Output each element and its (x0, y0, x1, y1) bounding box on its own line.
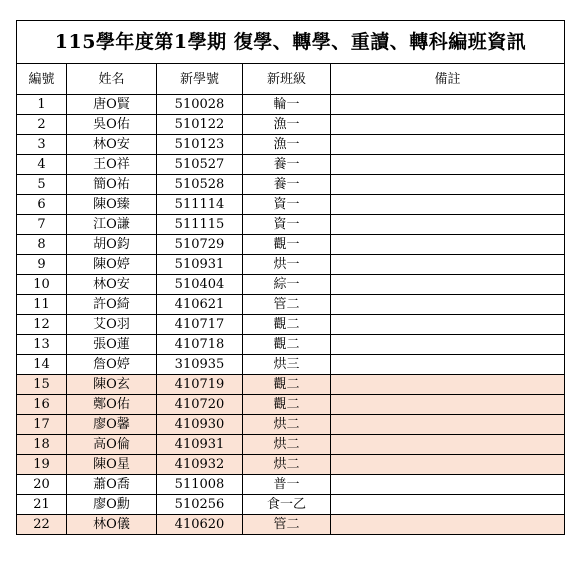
cell-number: 7 (17, 215, 67, 235)
cell-name: 吳O佑 (67, 115, 157, 135)
cell-name: 張O蓮 (67, 335, 157, 355)
cell-student-id: 410719 (157, 375, 243, 395)
cell-name: 艾O羽 (67, 315, 157, 335)
table-row (17, 475, 565, 495)
column-header-student-id: 新學號 (157, 64, 243, 95)
cell-number: 19 (17, 455, 67, 475)
cell-note (331, 315, 565, 335)
cell-name: 胡O鈞 (67, 235, 157, 255)
cell-name: 高O倫 (67, 435, 157, 455)
cell-note (331, 415, 565, 435)
cell-note (331, 295, 565, 315)
table-row (17, 395, 565, 415)
cell-note (331, 495, 565, 515)
cell-name: 詹O婷 (67, 355, 157, 375)
table-row (17, 135, 565, 155)
cell-number: 16 (17, 395, 67, 415)
cell-class: 資一 (243, 195, 331, 215)
cell-name: 廖O勳 (67, 495, 157, 515)
cell-number: 2 (17, 115, 67, 135)
cell-number: 15 (17, 375, 67, 395)
table-row (17, 175, 565, 195)
cell-student-id: 510256 (157, 495, 243, 515)
cell-student-id: 510123 (157, 135, 243, 155)
cell-class: 食一乙 (243, 495, 331, 515)
cell-class: 觀二 (243, 335, 331, 355)
column-header-class: 新班級 (243, 64, 331, 95)
cell-number: 12 (17, 315, 67, 335)
cell-class: 觀二 (243, 395, 331, 415)
cell-number: 10 (17, 275, 67, 295)
cell-name: 江O謙 (67, 215, 157, 235)
cell-note (331, 115, 565, 135)
cell-name: 鄭O佑 (67, 395, 157, 415)
cell-class: 烘二 (243, 435, 331, 455)
cell-student-id: 510527 (157, 155, 243, 175)
cell-student-id: 510122 (157, 115, 243, 135)
table-row (17, 275, 565, 295)
cell-class: 烘一 (243, 255, 331, 275)
cell-class: 漁一 (243, 135, 331, 155)
table-header-row (17, 64, 565, 95)
cell-name: 唐O賢 (67, 95, 157, 115)
table-row (17, 515, 565, 535)
cell-number: 6 (17, 195, 67, 215)
cell-number: 21 (17, 495, 67, 515)
cell-class: 輪一 (243, 95, 331, 115)
cell-name: 簡O祐 (67, 175, 157, 195)
cell-student-id: 511115 (157, 215, 243, 235)
cell-name: 廖O馨 (67, 415, 157, 435)
cell-name: 蕭O喬 (67, 475, 157, 495)
cell-note (331, 355, 565, 375)
cell-number: 4 (17, 155, 67, 175)
column-header-number: 編號 (17, 64, 67, 95)
cell-number: 8 (17, 235, 67, 255)
cell-note (331, 375, 565, 395)
cell-class: 管二 (243, 295, 331, 315)
cell-class: 漁一 (243, 115, 331, 135)
cell-class: 烘三 (243, 355, 331, 375)
cell-number: 11 (17, 295, 67, 315)
cell-class: 烘二 (243, 455, 331, 475)
cell-number: 9 (17, 255, 67, 275)
cell-student-id: 510404 (157, 275, 243, 295)
table-body (17, 95, 565, 535)
cell-class: 觀二 (243, 375, 331, 395)
cell-number: 13 (17, 335, 67, 355)
table-row (17, 155, 565, 175)
cell-name: 林O安 (67, 135, 157, 155)
table-row (17, 355, 565, 375)
table-row (17, 455, 565, 475)
cell-note (331, 135, 565, 155)
table-row (17, 115, 565, 135)
cell-note (331, 395, 565, 415)
cell-number: 3 (17, 135, 67, 155)
cell-name: 陳O臻 (67, 195, 157, 215)
cell-number: 18 (17, 435, 67, 455)
cell-note (331, 275, 565, 295)
table-row (17, 235, 565, 255)
cell-number: 14 (17, 355, 67, 375)
cell-name: 林O安 (67, 275, 157, 295)
cell-note (331, 435, 565, 455)
cell-student-id: 410718 (157, 335, 243, 355)
table-row (17, 495, 565, 515)
cell-student-id: 510028 (157, 95, 243, 115)
cell-student-id: 410932 (157, 455, 243, 475)
column-header-note: 備註 (331, 64, 565, 95)
table-row (17, 195, 565, 215)
cell-student-id: 310935 (157, 355, 243, 375)
table-row (17, 295, 565, 315)
cell-note (331, 195, 565, 215)
assignment-table (16, 20, 565, 535)
cell-note (331, 95, 565, 115)
table-row (17, 95, 565, 115)
table-row (17, 335, 565, 355)
cell-note (331, 215, 565, 235)
cell-note (331, 475, 565, 495)
cell-class: 資一 (243, 215, 331, 235)
cell-number: 17 (17, 415, 67, 435)
cell-name: 陳O婷 (67, 255, 157, 275)
cell-student-id: 510528 (157, 175, 243, 195)
cell-note (331, 175, 565, 195)
cell-class: 管二 (243, 515, 331, 535)
cell-note (331, 335, 565, 355)
cell-student-id: 410930 (157, 415, 243, 435)
column-header-name: 姓名 (67, 64, 157, 95)
cell-student-id: 511008 (157, 475, 243, 495)
cell-class: 觀一 (243, 235, 331, 255)
cell-number: 22 (17, 515, 67, 535)
cell-name: 王O祥 (67, 155, 157, 175)
cell-name: 陳O星 (67, 455, 157, 475)
cell-class: 養一 (243, 155, 331, 175)
cell-student-id: 410931 (157, 435, 243, 455)
page-title: 115學年度第1學期 復學、轉學、重讀、轉科編班資訊 (17, 21, 565, 64)
cell-class: 養一 (243, 175, 331, 195)
cell-student-id: 410620 (157, 515, 243, 535)
cell-note (331, 455, 565, 475)
cell-number: 1 (17, 95, 67, 115)
table-row (17, 315, 565, 335)
cell-student-id: 410621 (157, 295, 243, 315)
cell-class: 綜一 (243, 275, 331, 295)
cell-class: 觀二 (243, 315, 331, 335)
table-row (17, 255, 565, 275)
cell-class: 烘二 (243, 415, 331, 435)
cell-name: 陳O玄 (67, 375, 157, 395)
cell-student-id: 511114 (157, 195, 243, 215)
cell-note (331, 515, 565, 535)
cell-note (331, 155, 565, 175)
cell-class: 普一 (243, 475, 331, 495)
cell-student-id: 410717 (157, 315, 243, 335)
cell-number: 5 (17, 175, 67, 195)
cell-name: 林O儀 (67, 515, 157, 535)
class-assignment-sheet (16, 20, 564, 535)
table-row (17, 415, 565, 435)
cell-note (331, 255, 565, 275)
cell-student-id: 410720 (157, 395, 243, 415)
cell-name: 許O綺 (67, 295, 157, 315)
cell-number: 20 (17, 475, 67, 495)
cell-student-id: 510931 (157, 255, 243, 275)
table-row (17, 375, 565, 395)
cell-student-id: 510729 (157, 235, 243, 255)
table-row (17, 435, 565, 455)
cell-note (331, 235, 565, 255)
table-row (17, 215, 565, 235)
